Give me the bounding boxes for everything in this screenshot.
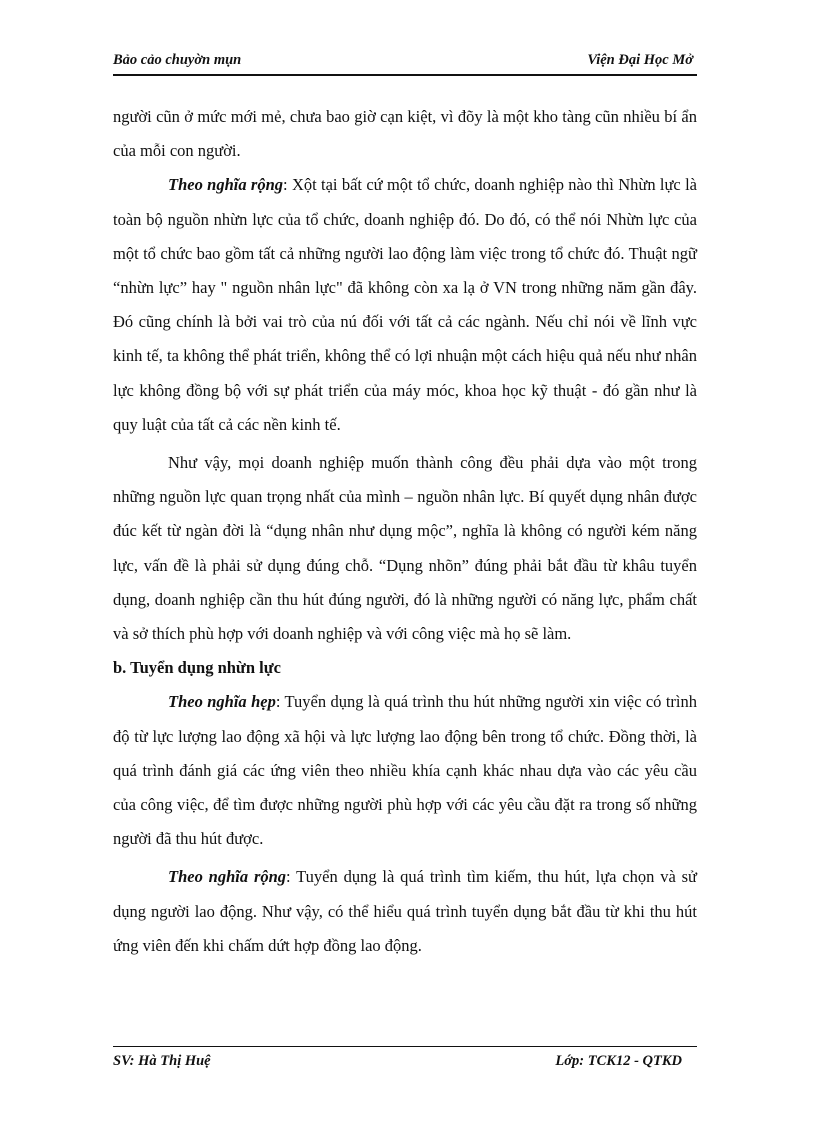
paragraph-narrow-text: : Tuyển dụng là quá trình thu hút những người xin việc có trình độ từ lực lượng lao động xã hội và lực lượng lao động bên trong tổ chức. Đồng thời, là quá trình đánh giá các ứng viên theo nhiều khía cạnh khác nhau dựa vào các yêu cầu của công việc, để tìm được những người phù hợp với các yêu cầu đặt ra trong số những người đã thu hút được. — [113, 692, 697, 849]
paragraph-broad-definition — [113, 168, 697, 442]
footer-class: Lớp: TCK12 - QTKD — [555, 1053, 682, 1069]
document-body — [113, 100, 697, 963]
lead-term-broad: Theo nghĩa rộng — [168, 175, 284, 195]
header-institution: Viện Đại Học Mở — [587, 52, 693, 68]
header-report-title: Bảo cảo chuyờn mụn — [113, 52, 242, 68]
page-footer — [113, 1053, 697, 1075]
paragraph-continuation: người cũn ở mức mới mẻ, chưa bao giờ cạn kiệt, vì đõy là một kho tàng cũn nhiều bí ẩn của mỗi con người. — [113, 107, 697, 161]
paragraph-broad-recruitment — [113, 860, 697, 963]
paragraph-conclusion: Như vậy, mọi doanh nghiệp muốn thành công đều phải dựa vào một trong những nguồn lực quan trọng nhất của mình – nguồn nhân lực. Bí quyết dụng nhân được đúc kết từ ngàn đời là “dụng nhân như dụng mộc”, nghĩa là không có người kém năng lực, vấn đề là phải sử dụng đúng chỗ. “Dụng nhõn” đúng phải bắt đầu từ khâu tuyển dụng, doanh nghiệp cần thu hút đúng người, đó là những người có năng lực, phẩm chất và sở thích phù hợp với doanh nghiệp và với công việc mà họ sẽ làm. — [113, 453, 697, 644]
paragraph-narrow-definition — [113, 685, 697, 856]
lead-term-broad-recruitment: Theo nghĩa rộng — [168, 867, 287, 887]
paragraph-broad-text: : Xột tại bất cứ một tổ chức, doanh nghiệp nào thì Nhừn lực là toàn bộ nguồn nhừn lực của tổ chức, doanh nghiệp đó. Do đó, có thể nói Nhừn lực của một tổ chức bao gồm tất cả những người lao động làm việc trong tổ chức đó. Thuật ngữ “nhừn lực” hay " nguồn nhân lực" đã không còn xa lạ ở VN trong những năm gần đây. Đó cũng chính là bởi vai trò của nú đối với tất cả các ngành. Nếu chỉ nói về lĩnh vực kinh tế, ta không thể phát triển, không thể có lợi nhuận một cách hiệu quả nếu như nhân lực không đồng bộ với sự phát triển của máy móc, khoa học kỹ thuật - đó gần như là quy luật của tất cả các nền kinh tế. — [113, 175, 697, 434]
footer-rule — [113, 1046, 697, 1047]
page-header — [113, 52, 697, 74]
header-rule — [113, 74, 697, 76]
paragraph-broad-recruitment-text: : Tuyển dụng là quá trình tìm kiếm, thu hút, lựa chọn và sử dụng người lao động. Như vậy, có thể hiểu quá trình tuyển dụng bắt đầu từ khi thu hút ứng viên đến khi chấm dứt hợp đồng lao động. — [113, 867, 697, 955]
lead-term-narrow: Theo nghĩa hẹp — [168, 692, 276, 712]
section-heading-b: b. Tuyển dụng nhừn lực — [113, 658, 281, 678]
footer-student: SV: Hà Thị Huệ — [113, 1053, 211, 1069]
